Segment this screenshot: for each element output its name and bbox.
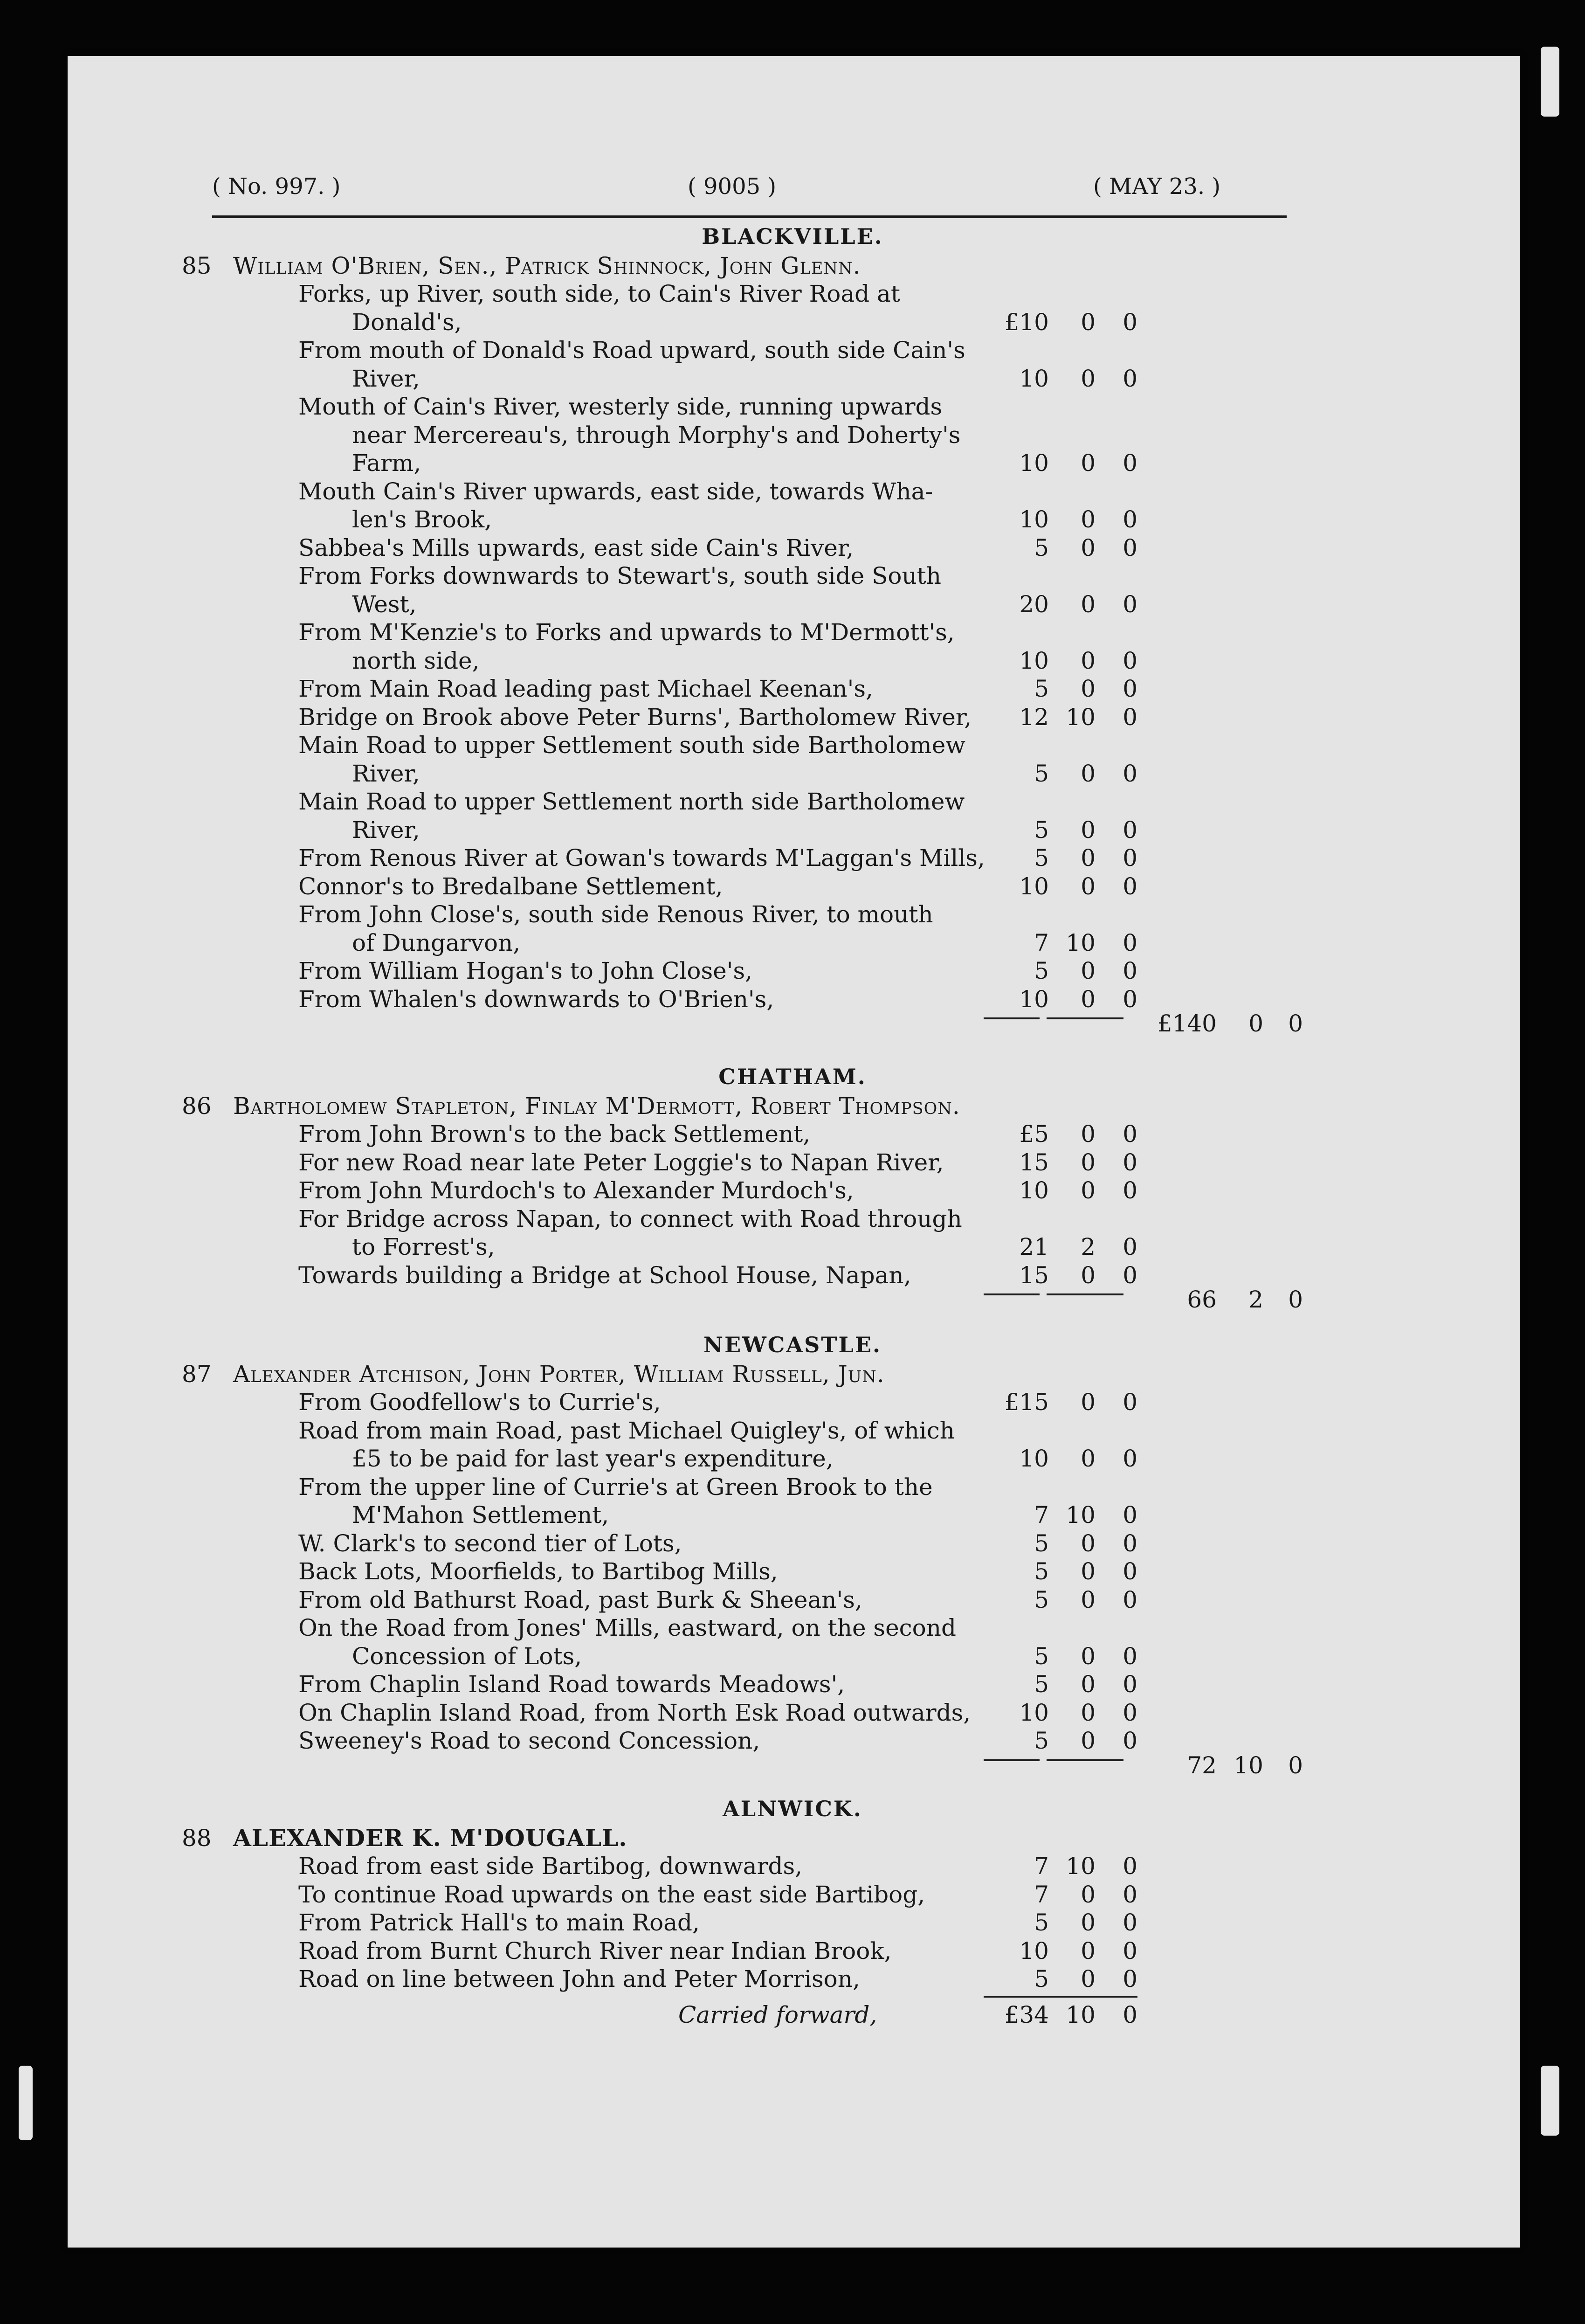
road-item-text: From old Bathurst Road, past Burk & Sheean's, (298, 1586, 862, 1613)
road-item-amount-pence: 0 (1123, 957, 1137, 984)
road-item-amount-pence: 0 (1123, 308, 1137, 336)
section-total-pounds: £140 (1157, 1010, 1217, 1037)
entry-number: 87 (182, 1360, 212, 1388)
road-item-amount-pence: 0 (1123, 1699, 1137, 1726)
section-heading: ALNWICK. (723, 1796, 862, 1821)
road-item-text: Road on line between John and Peter Morrison, (298, 1965, 860, 1992)
road-item-amount-pounds: £15 (1004, 1389, 1049, 1416)
road-item-amount-pounds: 10 (1019, 1445, 1049, 1472)
road-item-amount-shillings: 0 (1081, 506, 1096, 533)
road-item-text: From Chaplin Island Road towards Meadows', (298, 1671, 845, 1698)
subtotal-rule (1047, 1293, 1123, 1295)
road-item-text: Road from Burnt Church River near Indian Brook, (298, 1937, 892, 1964)
road-item-amount-pounds: 5 (1034, 1727, 1049, 1754)
road-item-text: From John Close's, south side Renous River, to mouth (298, 901, 933, 928)
road-item-amount-shillings: 0 (1081, 675, 1096, 702)
subtotal-rule (1047, 1017, 1123, 1019)
road-item-amount-shillings: 0 (1081, 1671, 1096, 1698)
road-item-amount-pence: 0 (1123, 1233, 1137, 1260)
road-item-text: W. Clark's to second tier of Lots, (298, 1529, 682, 1557)
road-item-text: Main Road to upper Settlement south side Bartholomew (298, 732, 966, 759)
road-item-amount-pence: 0 (1123, 1558, 1137, 1585)
road-item-amount-pounds: 10 (1019, 872, 1049, 900)
section-heading: NEWCASTLE. (703, 1332, 882, 1357)
road-item-amount-shillings: 10 (1066, 703, 1096, 731)
road-item-text: north side, (352, 647, 480, 674)
carried-forward-amount-pounds: £34 (1004, 2001, 1049, 2028)
road-item-amount-pence: 0 (1123, 1909, 1137, 1936)
road-item-amount-pounds: 5 (1034, 1529, 1049, 1557)
entry-number: 88 (182, 1824, 212, 1852)
road-item-text: From Whalen's downwards to O'Brien's, (298, 985, 774, 1013)
road-item-text: For Bridge across Napan, to connect with Road through (298, 1205, 962, 1232)
road-item-amount-shillings: 0 (1081, 1529, 1096, 1557)
road-item-text: River, (352, 760, 420, 787)
road-item-text: West, (352, 590, 417, 618)
road-item-amount-pence: 0 (1123, 1445, 1137, 1472)
road-item-amount-shillings: 0 (1081, 1937, 1096, 1964)
road-item-amount-pounds: £10 (1004, 308, 1049, 336)
road-item-amount-pence: 0 (1123, 985, 1137, 1013)
road-item-amount-pounds: 21 (1019, 1233, 1049, 1260)
road-item-amount-pounds: 5 (1034, 534, 1049, 561)
road-item-amount-shillings: 0 (1081, 1965, 1096, 1992)
road-item-amount-pence: 0 (1123, 534, 1137, 561)
road-item-text: to Forrest's, (352, 1233, 495, 1260)
road-item-amount-pounds: 10 (1019, 365, 1049, 392)
road-item-amount-pence: 0 (1123, 760, 1137, 787)
road-item-text: On the Road from Jones' Mills, eastward, on the second (298, 1614, 956, 1641)
road-item-text: From John Murdoch's to Alexander Murdoch's, (298, 1177, 854, 1204)
road-item-text: Mouth Cain's River upwards, east side, towards Wha- (298, 477, 933, 505)
road-item-text: Mouth of Cain's River, westerly side, running upwards (298, 393, 943, 420)
road-item-text: Donald's, (352, 308, 462, 336)
road-item-amount-pence: 0 (1123, 647, 1137, 674)
road-item-amount-pence: 0 (1123, 1586, 1137, 1613)
road-item-text: Back Lots, Moorfields, to Bartibog Mills, (298, 1558, 778, 1585)
road-item-amount-pence: 0 (1123, 450, 1137, 477)
road-item-amount-shillings: 0 (1081, 957, 1096, 984)
road-item-text: From Main Road leading past Michael Keenan's, (298, 675, 873, 702)
road-item-amount-pence: 0 (1123, 1120, 1137, 1148)
page-edge-tab (1541, 2066, 1559, 2136)
road-item-amount-shillings: 0 (1081, 365, 1096, 392)
subtotal-rule (984, 1293, 1040, 1295)
entry-number: 85 (182, 252, 212, 279)
road-item-amount-pounds: 10 (1019, 1937, 1049, 1964)
road-item-amount-pounds: 15 (1019, 1148, 1049, 1176)
road-item-amount-shillings: 0 (1081, 1727, 1096, 1754)
road-item-amount-shillings: 0 (1081, 760, 1096, 787)
road-item-amount-pence: 0 (1123, 929, 1137, 956)
road-item-amount-shillings: 0 (1081, 1642, 1096, 1670)
road-item-amount-pence: 0 (1123, 1881, 1137, 1908)
road-item-amount-pounds: 5 (1034, 675, 1049, 702)
road-item-amount-pounds: 5 (1034, 1586, 1049, 1613)
header-date: ( MAY 23. ) (1093, 173, 1221, 200)
road-item-amount-shillings: 0 (1081, 872, 1096, 900)
page-edge-tab (19, 2066, 33, 2140)
carried-forward-amount-shillings: 10 (1066, 2001, 1096, 2028)
road-item-amount-shillings: 10 (1066, 1853, 1096, 1880)
road-item-text: From M'Kenzie's to Forks and upwards to M'Dermott's, (298, 619, 955, 646)
road-item-amount-pounds: 12 (1019, 703, 1049, 731)
road-item-amount-pounds: 10 (1019, 1177, 1049, 1204)
road-item-amount-pounds: 5 (1034, 844, 1049, 872)
road-item-text: From John Brown's to the back Settlement, (298, 1120, 811, 1148)
road-item-text: Sweeney's Road to second Concession, (298, 1727, 760, 1754)
carried-forward-amount-pence: 0 (1123, 2001, 1137, 2028)
section-total-pounds: 72 (1187, 1751, 1217, 1779)
road-item-text: Road from main Road, past Michael Quigley's, of which (298, 1417, 955, 1444)
road-item-amount-shillings: 0 (1081, 1148, 1096, 1176)
road-item-amount-shillings: 0 (1081, 1389, 1096, 1416)
road-item-amount-pounds: 7 (1034, 1501, 1049, 1529)
road-item-amount-pence: 0 (1123, 1727, 1137, 1754)
road-item-amount-pence: 0 (1123, 365, 1137, 392)
road-item-amount-shillings: 0 (1081, 1177, 1096, 1204)
section-total-pence: 0 (1288, 1286, 1303, 1313)
section-total-shillings: 10 (1234, 1751, 1263, 1779)
subtotal-rule (984, 1759, 1040, 1761)
road-item-text: From Renous River at Gowan's towards M'Laggan's Mills, (298, 844, 985, 872)
road-item-amount-pounds: 5 (1034, 1671, 1049, 1698)
section-heading: CHATHAM. (718, 1064, 867, 1089)
road-item-amount-pounds: 20 (1019, 590, 1049, 618)
road-item-text: From Patrick Hall's to main Road, (298, 1909, 700, 1936)
road-item-amount-pounds: 15 (1019, 1261, 1049, 1289)
road-item-amount-pence: 0 (1123, 1529, 1137, 1557)
road-item-amount-pounds: 10 (1019, 647, 1049, 674)
subtotal-rule (1047, 1759, 1123, 1761)
road-item-amount-pence: 0 (1123, 844, 1137, 872)
road-item-amount-pence: 0 (1123, 1177, 1137, 1204)
road-item-text: Main Road to upper Settlement north side Bartholomew (298, 788, 965, 815)
road-item-amount-pounds: 5 (1034, 1558, 1049, 1585)
road-item-amount-pence: 0 (1123, 1501, 1137, 1529)
road-item-amount-shillings: 2 (1081, 1233, 1096, 1260)
road-item-amount-pounds: 5 (1034, 957, 1049, 984)
section-heading: BLACKVILLE. (702, 224, 883, 249)
road-item-text: near Mercereau's, through Morphy's and Doherty's (352, 421, 961, 449)
section-total-pounds: 66 (1187, 1286, 1217, 1313)
road-item-text: From the upper line of Currie's at Green Brook to the (298, 1473, 933, 1501)
road-item-amount-pence: 0 (1123, 1389, 1137, 1416)
road-item-amount-pence: 0 (1123, 1937, 1137, 1964)
carried-forward-label: Carried forward, (678, 2001, 877, 2028)
road-item-amount-shillings: 0 (1081, 590, 1096, 618)
road-item-amount-pence: 0 (1123, 703, 1137, 731)
road-item-amount-pence: 0 (1123, 1148, 1137, 1176)
road-item-amount-shillings: 10 (1066, 1501, 1096, 1529)
road-item-amount-shillings: 0 (1081, 1699, 1096, 1726)
road-item-amount-pence: 0 (1123, 506, 1137, 533)
entry-number: 86 (182, 1092, 212, 1120)
road-item-text: Towards building a Bridge at School House, Napan, (298, 1261, 911, 1289)
commissioners-names: Alexander Atchison, John Porter, William Russell, Jun. (233, 1360, 885, 1388)
road-item-amount-pence: 0 (1123, 1642, 1137, 1670)
road-item-amount-pence: 0 (1123, 675, 1137, 702)
header-page: ( 9005 ) (688, 173, 777, 200)
subtotal-rule (984, 1017, 1040, 1019)
road-item-amount-pounds: 7 (1034, 1853, 1049, 1880)
road-item-text: len's Brook, (352, 506, 492, 533)
commissioners-names: ALEXANDER K. M'DOUGALL. (233, 1824, 627, 1852)
road-item-amount-shillings: 0 (1081, 450, 1096, 477)
road-item-amount-pence: 0 (1123, 1261, 1137, 1289)
road-item-amount-pounds: £5 (1019, 1120, 1049, 1148)
road-item-text: Bridge on Brook above Peter Burns', Bartholomew River, (298, 703, 972, 731)
road-item-text: For new Road near late Peter Loggie's to Napan River, (298, 1148, 944, 1176)
road-item-amount-pence: 0 (1123, 816, 1137, 844)
road-item-amount-shillings: 0 (1081, 1909, 1096, 1936)
header-rule (212, 215, 1287, 218)
road-item-amount-shillings: 0 (1081, 1261, 1096, 1289)
road-item-amount-shillings: 0 (1081, 816, 1096, 844)
road-item-amount-shillings: 0 (1081, 985, 1096, 1013)
road-item-amount-pounds: 5 (1034, 1965, 1049, 1992)
road-item-amount-shillings: 0 (1081, 647, 1096, 674)
section-total-shillings: 0 (1248, 1010, 1263, 1037)
road-item-text: £5 to be paid for last year's expenditure, (352, 1445, 834, 1472)
road-item-amount-pounds: 10 (1019, 1699, 1049, 1726)
road-item-amount-pence: 0 (1123, 1853, 1137, 1880)
road-item-amount-shillings: 10 (1066, 929, 1096, 956)
road-item-amount-pence: 0 (1123, 590, 1137, 618)
road-item-amount-pence: 0 (1123, 1671, 1137, 1698)
road-item-text: Farm, (352, 450, 421, 477)
road-item-amount-pounds: 10 (1019, 506, 1049, 533)
road-item-amount-shillings: 0 (1081, 1445, 1096, 1472)
road-item-text: From mouth of Donald's Road upward, south side Cain's (298, 337, 965, 364)
road-item-amount-pounds: 10 (1019, 450, 1049, 477)
road-item-text: Concession of Lots, (352, 1642, 582, 1670)
road-item-amount-pounds: 5 (1034, 1642, 1049, 1670)
road-item-amount-pounds: 5 (1034, 760, 1049, 787)
road-item-text: Road from east side Bartibog, downwards, (298, 1853, 803, 1880)
road-item-amount-shillings: 0 (1081, 844, 1096, 872)
road-item-amount-pounds: 7 (1034, 1881, 1049, 1908)
road-item-amount-shillings: 0 (1081, 1586, 1096, 1613)
road-item-text: Sabbea's Mills upwards, east side Cain's River, (298, 534, 854, 561)
road-item-text: From Goodfellow's to Currie's, (298, 1389, 661, 1416)
road-item-text: From Forks downwards to Stewart's, south side South (298, 562, 941, 589)
section-total-shillings: 2 (1248, 1286, 1263, 1313)
section-total-pence: 0 (1288, 1751, 1303, 1779)
road-item-text: M'Mahon Settlement, (352, 1501, 609, 1529)
road-item-amount-shillings: 0 (1081, 1558, 1096, 1585)
road-item-amount-shillings: 0 (1081, 1120, 1096, 1148)
commissioners-names: William O'Brien, Sen., Patrick Shinnock, John Glenn. (233, 252, 861, 279)
road-item-text: River, (352, 816, 420, 844)
road-item-amount-pence: 0 (1123, 872, 1137, 900)
road-item-amount-shillings: 0 (1081, 1881, 1096, 1908)
road-item-text: On Chaplin Island Road, from North Esk Road outwards, (298, 1699, 971, 1726)
road-item-text: To continue Road upwards on the east side Bartibog, (298, 1881, 925, 1908)
road-item-text: From William Hogan's to John Close's, (298, 957, 753, 984)
road-item-amount-pounds: 5 (1034, 1909, 1049, 1936)
road-item-text: River, (352, 365, 420, 392)
road-item-amount-shillings: 0 (1081, 534, 1096, 561)
road-item-text: Connor's to Bredalbane Settlement, (298, 872, 723, 900)
road-item-amount-pounds: 7 (1034, 929, 1049, 956)
header-number: ( No. 997. ) (212, 173, 341, 200)
road-item-amount-pence: 0 (1123, 1965, 1137, 1992)
subtotal-rule (984, 1996, 1137, 1998)
commissioners-names: Bartholomew Stapleton, Finlay M'Dermott, Robert Thompson. (233, 1092, 960, 1120)
road-item-amount-pounds: 10 (1019, 985, 1049, 1013)
page-edge-tab (1541, 47, 1559, 117)
section-total-pence: 0 (1288, 1010, 1303, 1037)
road-item-text: of Dungarvon, (352, 929, 521, 956)
road-item-amount-shillings: 0 (1081, 308, 1096, 336)
road-item-amount-pounds: 5 (1034, 816, 1049, 844)
road-item-text: Forks, up River, south side, to Cain's River Road at (298, 280, 900, 307)
